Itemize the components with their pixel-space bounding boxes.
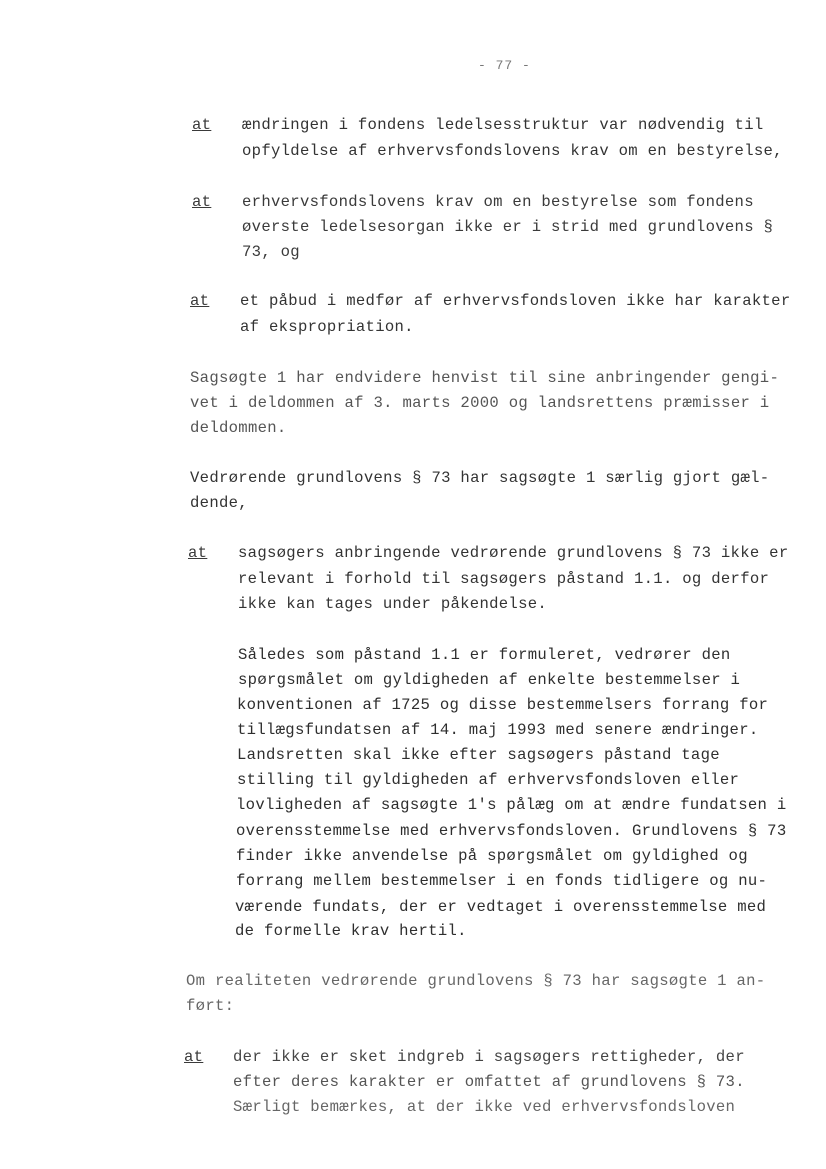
item-5-line-1: der ikke er sket indgreb i sagsøgers rettigheder, der [233, 1048, 745, 1066]
subparagraph-line-5: Landsretten skal ikke efter sagsøgers påstand tage [237, 746, 720, 764]
paragraph-3-line-1: Om realiteten vedrørende grundlovens § 73 har sagsøgte 1 an- [186, 972, 766, 990]
subparagraph-line-1: Således som påstand 1.1 er formuleret, vedrører den [238, 646, 731, 664]
subparagraph-line-11: værende fundats, der er vedtaget i overensstemmelse med [235, 898, 767, 916]
item-2-line-3: 73, og [242, 243, 300, 261]
item-2-line-1: erhvervsfondslovens krav om en bestyrelse som fondens [242, 193, 754, 211]
item-marker: at [188, 544, 208, 562]
item-2-line-2: øverste ledelsesorgan ikke er i strid med grundlovens § [242, 218, 774, 236]
subparagraph-line-12: de formelle krav hertil. [235, 922, 467, 940]
item-5-line-3: Særligt bemærkes, at der ikke ved erhvervsfondsloven [233, 1098, 736, 1116]
subparagraph-line-3: konventionen af 1725 og disse bestemmelsers forrang for [237, 696, 769, 714]
paragraph-1-line-3: deldommen. [190, 419, 287, 437]
item-5-line-2: efter deres karakter er omfattet af grundlovens § 73. [233, 1073, 745, 1091]
paragraph-2-line-2: dende, [190, 494, 248, 512]
page-number: - 77 - [478, 58, 531, 73]
item-marker: at [192, 116, 212, 134]
paragraph-1-line-1: Sagsøgte 1 har endvidere henvist til sine anbringender gengi- [190, 369, 780, 387]
item-1-line-1: ændringen i fondens ledelsesstruktur var nødvendig til [242, 116, 764, 134]
item-4-line-2: relevant i forhold til sagsøgers påstand 1.1. og derfor [238, 570, 770, 588]
item-3-line-1: et påbud i medfør af erhvervsfondsloven ikke har karakter [240, 292, 791, 310]
subparagraph-line-2: spørgsmålet om gyldigheden af enkelte bestemmelser i [238, 671, 741, 689]
paragraph-2-line-1: Vedrørende grundlovens § 73 har sagsøgte 1 særlig gjort gæl- [190, 469, 770, 487]
item-1-line-2: opfyldelse af erhvervsfondslovens krav om en bestyrelse, [242, 142, 783, 160]
item-3-line-2: af ekspropriation. [240, 318, 414, 336]
item-marker: at [192, 193, 212, 211]
subparagraph-line-10: forrang mellem bestemmelser i en fonds tidligere og nu- [236, 872, 768, 890]
subparagraph-line-7: lovligheden af sagsøgte 1's pålæg om at ændre fundatsen i [236, 796, 787, 814]
paragraph-1-line-2: vet i deldommen af 3. marts 2000 og landsrettens præmisser i [190, 394, 770, 412]
subparagraph-line-9: finder ikke anvendelse på spørgsmålet om gyldighed og [236, 847, 748, 865]
subparagraph-line-4: tillægsfundatsen af 14. maj 1993 med senere ændringer. [237, 721, 759, 739]
subparagraph-line-8: overensstemmelse med erhvervsfondsloven. Grundlovens § 73 [236, 822, 787, 840]
item-4-line-1: sagsøgers anbringende vedrørende grundlovens § 73 ikke er [238, 544, 789, 562]
subparagraph-line-6: stilling til gyldigheden af erhvervsfondsloven eller [237, 771, 740, 789]
item-marker: at [184, 1048, 204, 1066]
item-4-line-3: ikke kan tages under påkendelse. [238, 595, 548, 613]
paragraph-3-line-2: ført: [186, 997, 235, 1015]
item-marker: at [190, 292, 210, 310]
